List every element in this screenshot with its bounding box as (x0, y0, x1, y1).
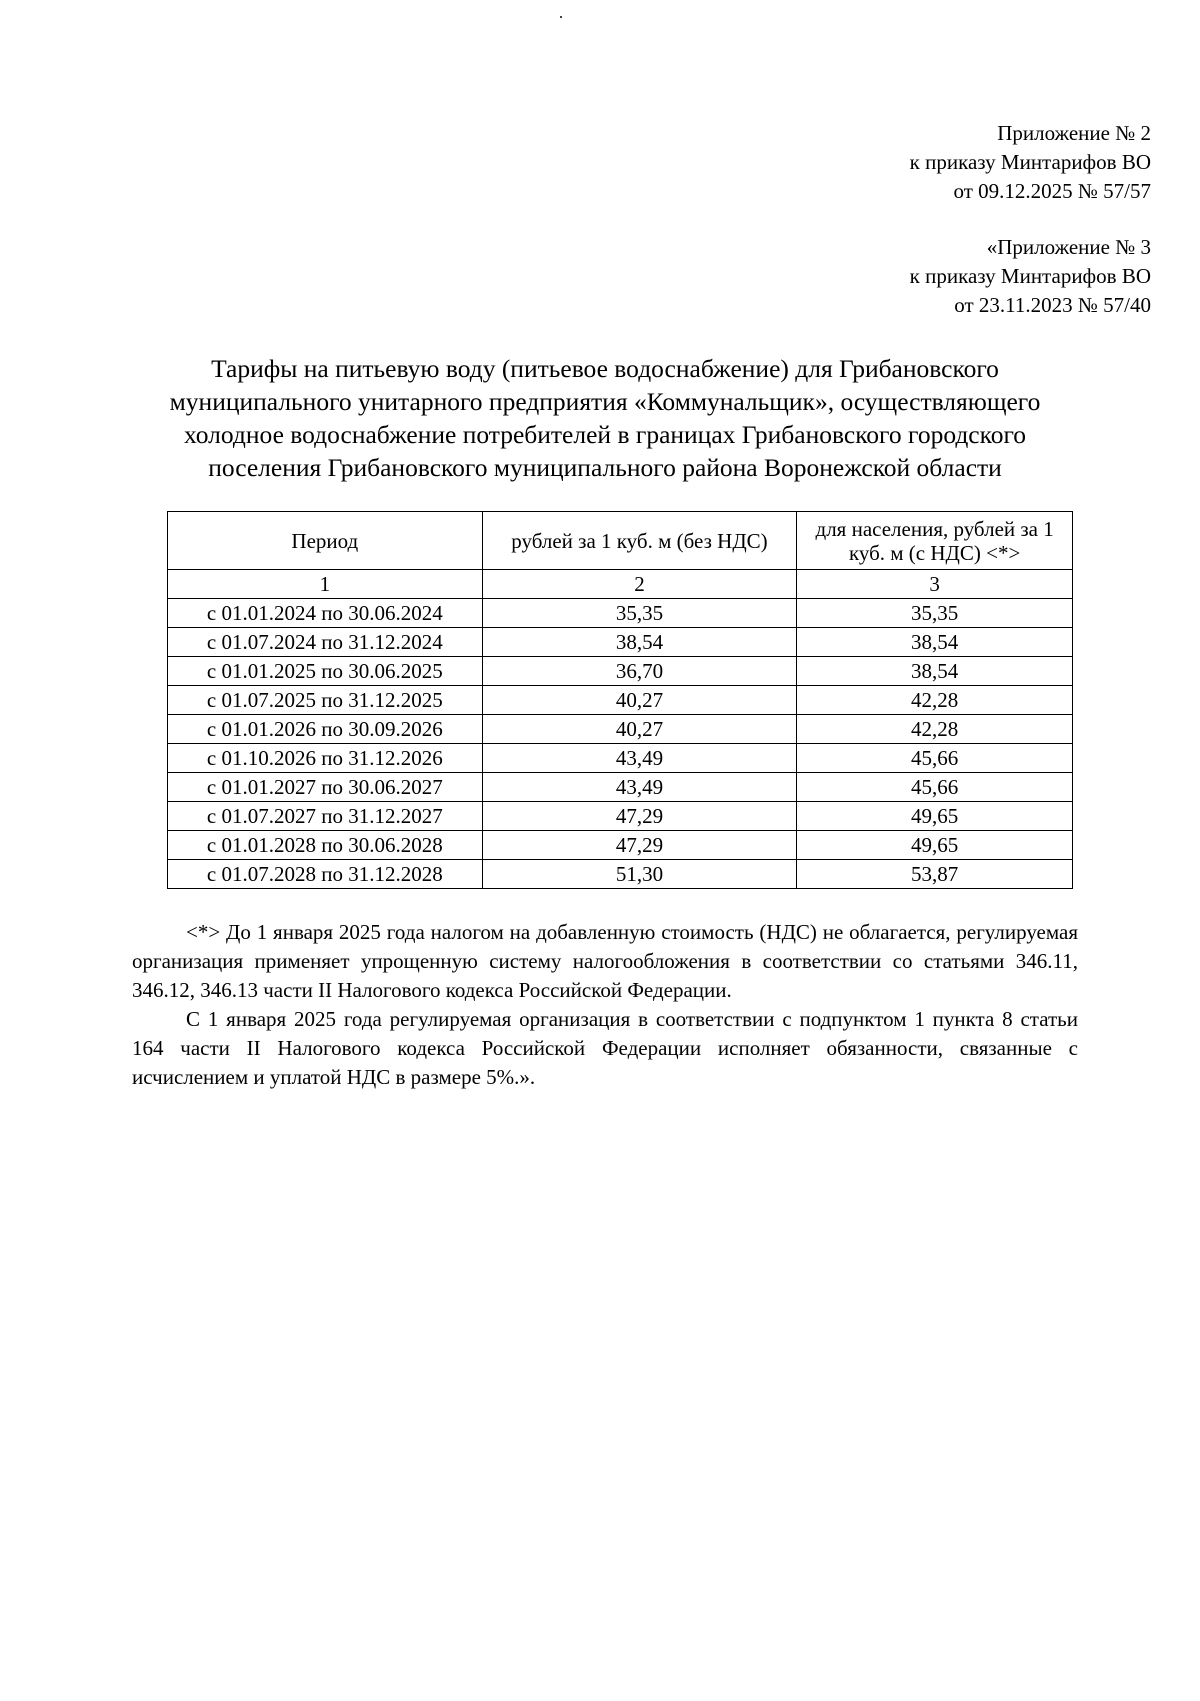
column-number: 2 (482, 570, 797, 599)
period-cell: с 01.01.2028 по 30.06.2028 (168, 831, 483, 860)
table-row (168, 773, 1073, 802)
period-cell: с 01.07.2025 по 31.12.2025 (168, 686, 483, 715)
period-cell: с 01.07.2027 по 31.12.2027 (168, 802, 483, 831)
appendix-current-block (910, 119, 1151, 206)
rate-population-cell: 45,66 (797, 744, 1073, 773)
table-row (168, 599, 1073, 628)
footnote-vat-exemption: <*> До 1 января 2025 года налогом на добавленную стоимость (НДС) не облагается, регулируемая организация применяет упрощенную систему налогообложения в соответствии со статьями 346.11, 346.12, 346.13 части II Налогового кодекса Российской Федерации. (132, 920, 1078, 1002)
rate-no-vat-cell: 35,35 (482, 599, 797, 628)
rate-no-vat-cell: 43,49 (482, 773, 797, 802)
appendix-current-number: Приложение № 2 (997, 121, 1151, 145)
table-row (168, 831, 1073, 860)
period-cell: с 01.01.2024 по 30.06.2024 (168, 599, 483, 628)
rate-population-cell: 38,54 (797, 628, 1073, 657)
title-line: Тарифы на питьевую воду (питьевое водоснабжение) для Грибановского (211, 354, 999, 383)
column-number: 1 (168, 570, 483, 599)
title-line: муниципального унитарного предприятия «Коммунальщик», осуществляющего (169, 387, 1041, 416)
document-title (120, 352, 1090, 484)
table-column-numbers-row (168, 570, 1073, 599)
table-body (168, 599, 1073, 889)
title-line: холодное водоснабжение потребителей в границах Грибановского городского (183, 420, 1027, 449)
appendix-original-order: к приказу Минтарифов ВО (909, 264, 1151, 288)
rate-population-cell: 35,35 (797, 599, 1073, 628)
rate-population-cell: 53,87 (797, 860, 1073, 889)
period-cell: с 01.07.2028 по 31.12.2028 (168, 860, 483, 889)
tariff-table (167, 511, 1073, 889)
rate-no-vat-cell: 38,54 (482, 628, 797, 657)
rate-no-vat-cell: 40,27 (482, 715, 797, 744)
rate-population-cell: 42,28 (797, 715, 1073, 744)
rate-no-vat-cell: 47,29 (482, 831, 797, 860)
table-row (168, 802, 1073, 831)
rate-no-vat-cell: 40,27 (482, 686, 797, 715)
period-cell: с 01.07.2024 по 31.12.2024 (168, 628, 483, 657)
column-number: 3 (797, 570, 1073, 599)
appendix-current-date: от 09.12.2025 № 57/57 (953, 179, 1151, 203)
scan-speck (560, 16, 562, 18)
period-cell: с 01.01.2027 по 30.06.2027 (168, 773, 483, 802)
rate-population-cell: 49,65 (797, 802, 1073, 831)
rate-population-cell: 49,65 (797, 831, 1073, 860)
table-row (168, 657, 1073, 686)
period-cell: с 01.01.2026 по 30.09.2026 (168, 715, 483, 744)
footnote-vat-obligation: С 1 января 2025 года регулируемая организация в соответствии с подпунктом 1 пункта 8 статьи 164 части II Налогового кодекса Российской Федерации исполняет обязанности, связанные с исчислением и уплатой НДС в размере 5%.». (132, 1007, 1078, 1089)
rate-no-vat-cell: 47,29 (482, 802, 797, 831)
table-row (168, 744, 1073, 773)
period-cell: с 01.10.2026 по 31.12.2026 (168, 744, 483, 773)
appendix-original-number: «Приложение № 3 (986, 235, 1151, 259)
table-row (168, 628, 1073, 657)
rate-no-vat-cell: 51,30 (482, 860, 797, 889)
appendix-current-order: к приказу Минтарифов ВО (909, 150, 1151, 174)
header-rate-population: для населения, рублей за 1 куб. м (с НДС) <*> (797, 512, 1073, 570)
rate-no-vat-cell: 36,70 (482, 657, 797, 686)
rate-population-cell: 45,66 (797, 773, 1073, 802)
table-header-row (168, 512, 1073, 570)
rate-no-vat-cell: 43,49 (482, 744, 797, 773)
table-row (168, 715, 1073, 744)
header-rate-no-vat: рублей за 1 куб. м (без НДС) (482, 512, 797, 570)
rate-population-cell: 42,28 (797, 686, 1073, 715)
table-row (168, 686, 1073, 715)
appendix-original-date: от 23.11.2023 № 57/40 (954, 293, 1151, 317)
title-line: поселения Грибановского муниципального района Воронежской области (208, 453, 1002, 482)
footnotes (132, 918, 1078, 1092)
rate-population-cell: 38,54 (797, 657, 1073, 686)
table-row (168, 860, 1073, 889)
appendix-original-block (910, 233, 1151, 320)
header-period: Период (168, 512, 483, 570)
period-cell: с 01.01.2025 по 30.06.2025 (168, 657, 483, 686)
